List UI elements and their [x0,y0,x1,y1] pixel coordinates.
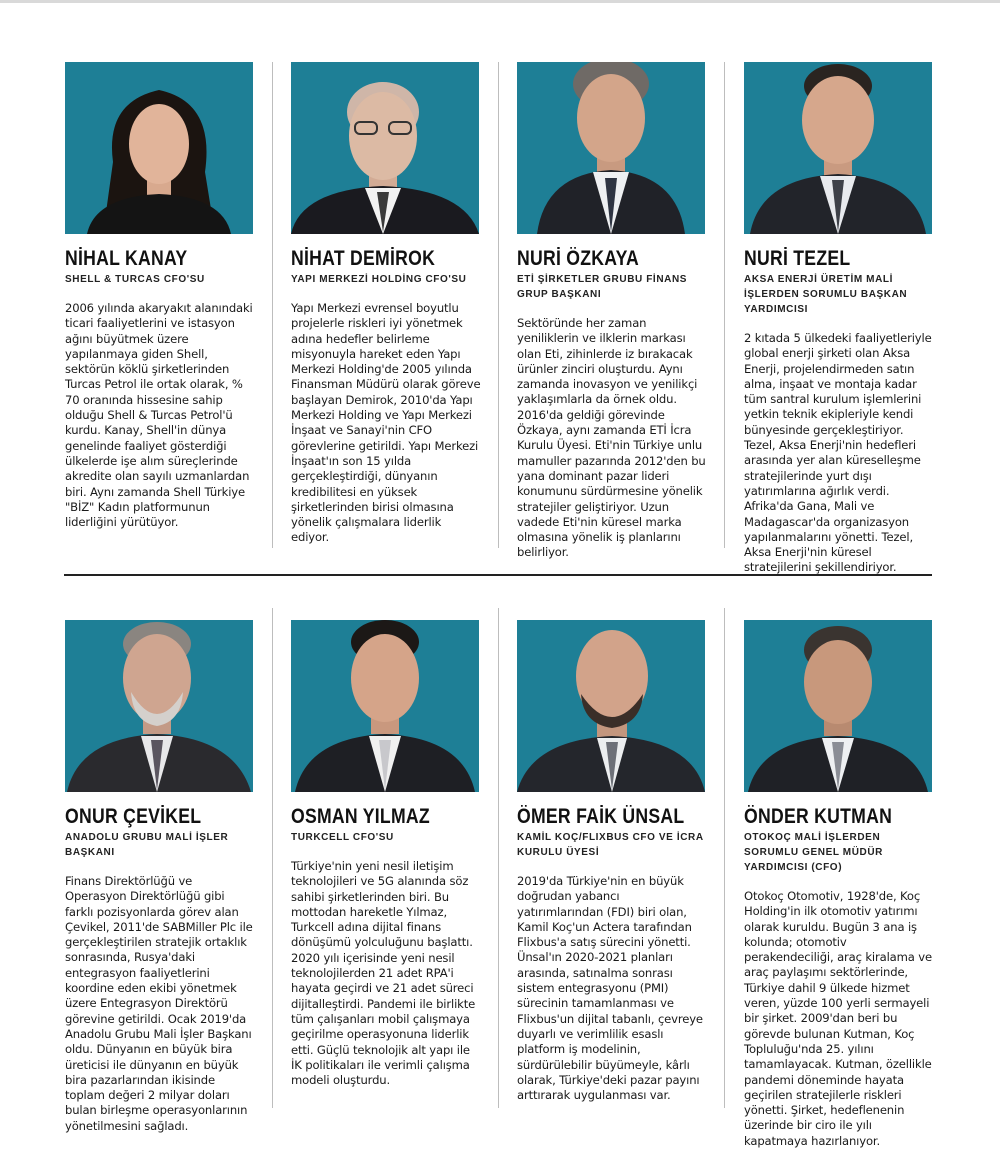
profile-card [291,620,481,1088]
profile-card [291,62,481,546]
person-bio: Sektöründe her zaman yeniliklerin ve ilklerin markası olan Eti, zihinlerde iz bırakacak ürünler zinciri oluşturdu. Aynı zamanda inovasyon ve yenilikçi yaklaşımlarla da örnek oldu. 2016'da geldiği görevinde Özkaya, aynı zamanda ETİ İcra Kurulu Üyesi. Eti'nin Türkiye unlu mamuller pazarında 2012'den bu yana dominant pazar lideri konumunu sürdürmesine yönelik stratejiler geliştiriyor. Uzun vadede Eti'nin küresel marka olmasına yönelik iş planlarını belirliyor. [517,316,706,560]
profile-card [517,620,707,1103]
column-divider [272,62,273,548]
person-bio: 2006 yılında akaryakıt alanındaki ticari faaliyetlerini ve istasyon ağını büyütmek üzere yapılanmaya giden Shell, sektörün köklü şirketlerinden Turcas Petrol ile ortak olarak, % 70 oranında hissesine sahip olduğu Shell & Turcas Petrol'ü kurdu. Kanay, Shell'in dünya genelinde faaliyet gösterdiği ülkelerde işe alım süreçlerinde akredite olan sayılı uzmanlardan biri. Aynı zamanda Shell Türkiye "BİZ" Kadın platformunun liderliğini yürütüyor. [65,301,253,530]
person-title: AKSA ENERJİ ÜRETİM MALİ İŞLERDEN SORUMLU BAŞKAN YARDIMCISI [744,274,908,315]
person-name: NURİ ÖZKAYA [517,247,640,270]
person-title: KAMİL KOÇ/FLIXBUS CFO VE İCRA KURULU ÜYESİ [517,832,704,858]
portrait-photo [517,620,705,792]
profile-card [744,620,934,1149]
portrait-photo [291,62,479,234]
person-name: ÖNDER KUTMAN [744,805,893,828]
column-divider [272,608,273,1108]
person-name: NİHAT DEMİROK [291,247,436,270]
column-divider [498,62,499,548]
person-bio: Türkiye'nin yeni nesil iletişim teknolojileri ve 5G alanında söz sahibi şirketlerinden biri. Bu mottodan hareketle Yılmaz, Turkcell adına dijital finans dönüşümü yolculuğunu başlattı. 2020 yılı içerisinde yeni nesil teknolojilerden 21 adet RPA'i hayata geçirdi ve 21 adet süreci dijitalleştirdi. Pandemi ile birlikte tüm çalışanları mobil çalışmaya geçirilme operasyonuna liderlik etti. Güçlü teknolojik alt yapı ile İK politikaları ile verimli çalışma modeli oluşturdu. [291,859,476,1088]
person-name: ÖMER FAİK ÜNSAL [517,805,685,828]
person-title: YAPI MERKEZİ HOLDİNG CFO'SU [291,274,467,285]
person-title: ETİ ŞİRKETLER GRUBU FİNANS GRUP BAŞKANI [517,274,688,300]
person-title: ANADOLU GRUBU MALİ İŞLER BAŞKANI [65,832,229,858]
profile-card [65,620,255,1134]
person-title: OTOKOÇ MALİ İŞLERDEN SORUMLU GENEL MÜDÜR YARDIMCISI (CFO) [744,832,883,873]
person-title: TURKCELL CFO'SU [291,832,394,843]
person-name: NURİ TEZEL [744,247,851,270]
profile-card [65,62,255,530]
top-border [0,0,1000,3]
portrait-photo [65,62,253,234]
person-name: NİHAL KANAY [65,247,188,270]
column-divider [498,608,499,1108]
person-bio: 2019'da Türkiye'nin en büyük doğrudan yabancı yatırımlarından (FDI) biri olan, Kamil Koç'un Actera tarafından Flixbus'a satış sürecini yönetti. Ünsal'ın 2020-2021 planları arasında, satınalma sonrası sistem entegrasyonu (PMI) sürecinin tamamlanması ve Flixbus'un dijital tabanlı, çevreye duyarlı ve verimlilik esaslı platform iş modelinin, sürdürülebilir büyümeyle, kârlı olarak, Türkiye'deki pazar payını arttırarak uygulanması var. [517,874,703,1103]
column-divider [724,608,725,1108]
portrait-photo [517,62,705,234]
portrait-photo [744,62,932,234]
person-title: SHELL & TURCAS CFO'SU [65,274,205,285]
person-bio: Yapı Merkezi evrensel boyutlu projelerle riskleri iyi yönetmek adına hedefler belirleme misyonuyla hareket eden Yapı Merkezi Holding'de 2005 yılında Finansman Müdürü olarak göreve başlayan Demirok, 2010'da Yapı Merkezi Holding ve Yapı Merkezi İnşaat ve Sanayi'nin CFO görevlerine getirildi. Yapı Merkezi İnşaat'ın son 15 yılda gerçekleştirdiği, dünyanın kredibilitesi en yüksek şirketlerinden birisi olmasına yönelik çalışmalara liderlik ediyor. [291,301,481,545]
person-bio: 2 kıtada 5 ülkedeki faaliyetleriyle global enerji şirketi olan Aksa Enerji, projelendirmeden satın alma, inşaat ve montaja kadar tüm santral kurulum işlemlerini yetkin teknik ekipleriyle kendi bünyesinde gerçekleştiriyor. Tezel, Aksa Enerji'nin hedefleri arasında yer alan küreselleşme stratejilerinde yurt dışı yatırımlarına ağırlık verdi. Afrika'da Gana, Mali ve Madagascar'da organizasyon yapılanmalarını yönetti. Tezel, Aksa Enerji'nin küresel stratejilerini şekillendiriyor. [744,331,932,575]
profile-card [517,62,707,561]
column-divider [724,62,725,548]
portrait-photo [744,620,932,792]
person-bio: Finans Direktörlüğü ve Operasyon Direktörlüğü gibi farklı pozisyonlarda görev alan Çevikel, 2011'de SABMiller Plc ile gerçekleştirilen stratejik ortaklık sonrasında, Rusya'daki entegrasyon faaliyetlerini koordine eden ekibi yönetmek üzere Entegrasyon Direktörü görevine getirildi. Ocak 2019'da Anadolu Grubu Mali İşler Başkanı oldu. Dünyanın en büyük bira üreticisi ile dünyanın en büyük bira pazarlarından ikisinde toplam değeri 2 milyar doları bulan birleşme operasyonlarının yönetilmesini sağladı. [65,874,253,1133]
person-bio: Otokoç Otomotiv, 1928'de, Koç Holding'in ilk otomotiv yatırımı olarak kuruldu. Bugün 3 ana iş kolunda; otomotiv perakendeciliği, araç kiralama ve araç paylaşımı sektörlerinde, Türkiye dahil 9 ülkede hizmet veren, yüzde 100 yerli sermayeli bir şirket. 2009'dan beri bu görevde bulunan Kutman, Koç Topluluğu'nda 25. yılını tamamlayacak. Kutman, özellikle pandemi döneminde hayata geçirilen stratejilerle riskleri yönetti. Şirket, hedeflenenin üzerinde bir ciro ile yılı kapatmaya hazırlanıyor. [744,889,932,1148]
person-name: OSMAN YILMAZ [291,805,430,828]
portrait-photo [65,620,253,792]
person-name: ONUR ÇEVİKEL [65,805,202,828]
portrait-photo [291,620,479,792]
profile-card [744,62,934,576]
